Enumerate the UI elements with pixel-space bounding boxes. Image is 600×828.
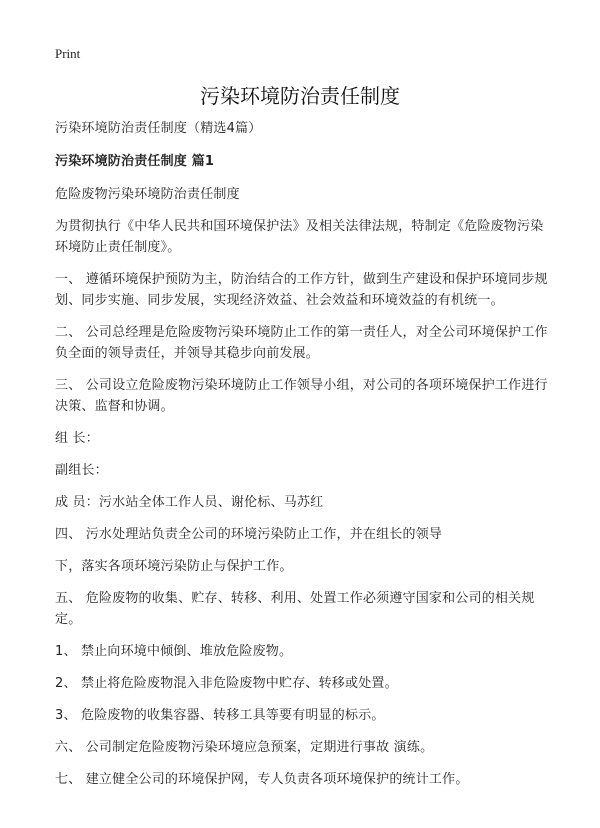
paragraph-members: 成 员：污水站全体工作人员、谢伦标、马苏红 xyxy=(55,495,324,510)
section-heading: 污染环境防治责任制度 篇1 xyxy=(55,154,215,169)
paragraph-rule-3: 3、 危险废物的收集容器、转移工具等要有明显的标示。 xyxy=(55,708,385,723)
print-label[interactable]: Print xyxy=(55,46,81,61)
document-subtitle: 污染环境防治责任制度（精选4篇） xyxy=(55,121,262,136)
paragraph-item-7: 七、 建立健全公司的环境保护网，专人负责各项环境保护的统计工作。 xyxy=(55,772,469,787)
paragraph-rule-1: 1、 禁止向环境中倾倒、堆放危险废物。 xyxy=(55,644,293,659)
paragraph-item-6: 六、 公司制定危险废物污染环境应急预案，定期进行事故 演练。 xyxy=(55,740,434,755)
paragraph-item-1: 一、 遵循环境保护预防为主，防治结合的工作方针，做到生产建设和保护环境同步规划、同步实施、同步发展，实现经济效益、社会效益和环境效益的有机统一。 xyxy=(55,272,548,308)
paragraph-item-4-cont: 下，落实各项环境污染防止与保护工作。 xyxy=(55,559,293,574)
paragraph-item-5: 五、 危险废物的收集、贮存、转移、利用、处置工作必须遵守国家和公司的相关规定。 xyxy=(55,591,535,627)
paragraph-item-2: 二、 公司总经理是危险废物污染环境防止工作的第一责任人，对全公司环境保护工作负全面的领导责任，并领导其稳步向前发展。 xyxy=(55,325,548,361)
paragraph-rule-2: 2、 禁止将危险废物混入非危险废物中贮存、转移或处置。 xyxy=(55,676,398,691)
paragraph-team-leader: 组 长： xyxy=(55,431,99,446)
paragraph-item-3: 三、 公司设立危险废物污染环境防止工作领导小组，对公司的各项环境保护工作进行决策、监督和协调。 xyxy=(55,378,548,414)
page-title: 污染环境防治责任制度 xyxy=(200,84,400,108)
paragraph-item-4: 四、 污水处理站负责全公司的环境污染防止工作，并在组长的领导 xyxy=(55,527,443,542)
paragraph-doc-name: 危险废物污染环境防治责任制度 xyxy=(55,187,240,202)
document-body xyxy=(55,118,550,801)
paragraph-purpose: 为贯彻执行《中华人民共和国环境保护法》及相关法律法规，特制定《危险废物污染环境防止责任制度》。 xyxy=(55,219,544,255)
paragraph-deputy-leader: 副组长： xyxy=(55,463,108,478)
